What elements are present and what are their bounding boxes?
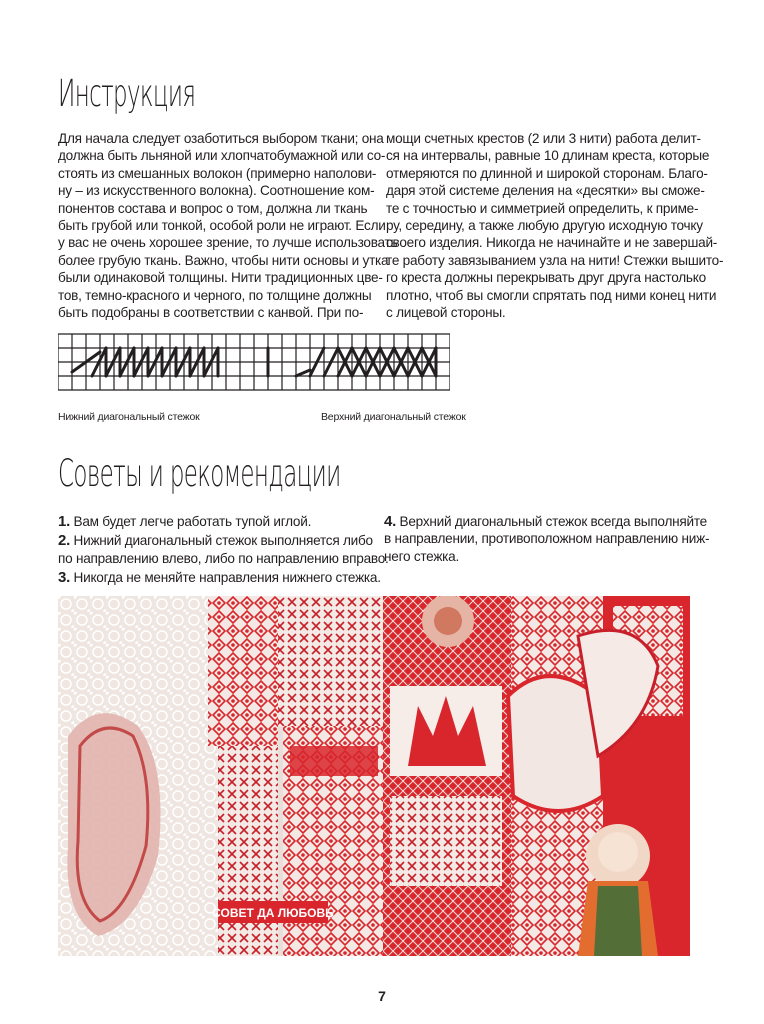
text-line: более грубую ткань. Важно, чтобы нити основы и утка: [58, 252, 389, 268]
text-line: стоять из смешанных волокон (примерно наполови-: [58, 165, 377, 181]
tip-line: [58, 550, 389, 567]
caption-bottom-stitch: Нижний диагональный стежок: [58, 411, 200, 423]
tip-line: [384, 513, 707, 530]
text-line: мощи счетных крестов (2 или 3 нити) работа делит-: [386, 131, 701, 146]
tip-line: [384, 530, 710, 547]
caption-top-stitch: Верхний диагональный стежок: [321, 411, 466, 423]
text-line: были одинаковой толщины. Нити традиционных цве-: [58, 270, 383, 286]
text-line: го креста должны перекрывать друг друга настолько: [386, 270, 706, 286]
instruction-text-right: [386, 130, 724, 321]
tip-line: [384, 548, 704, 565]
text-line: тов, темно-красного и черного, по толщине должны: [58, 287, 372, 303]
text-line: ся на интервалы, равные 10 длинам креста, которые: [386, 148, 710, 164]
tip-text: Никогда не меняйте направления нижнего стежка.: [73, 570, 381, 586]
text-line: должна быть льняной или хлопчатобумажной или со-: [58, 148, 386, 164]
tip-number: 2.: [58, 532, 71, 550]
tip-number: 3.: [58, 569, 71, 587]
embroidery-photo: [58, 596, 690, 956]
tip-item: [58, 532, 389, 567]
section-title-instruction: Инструкция: [58, 72, 196, 115]
text-line: Для начала следует озаботиться выбором ткани; она: [58, 131, 384, 146]
photo-towel-text: СОВЕТ ДА ЛЮБОВЬ: [212, 906, 334, 920]
text-line: ну – из искусственного волокна). Соотношение ком-: [58, 183, 375, 199]
tip-text: в направлении, противоположном направлению ниж-: [384, 531, 710, 547]
text-line: ру, середину, а также любую другую исходную точку: [386, 218, 703, 234]
tip-item: [58, 569, 381, 587]
stitch-mark: [296, 370, 310, 376]
text-line: отмеряются по длинной и широкой сторонам. Благо-: [386, 165, 708, 181]
page-number: 7: [378, 988, 386, 1004]
tip-text: него стежка.: [384, 548, 460, 564]
text-line: понентов состава и вопрос о том, должна ли ткань: [58, 200, 368, 216]
tip-text: Нижний диагональный стежок выполняется либо: [73, 533, 373, 549]
text-line: даря этой системе деления на «десятки» вы сможе-: [386, 183, 705, 199]
text-line: плотно, чтоб вы смогли спрятать под ними конец нити: [386, 287, 717, 303]
instruction-text-left: [58, 130, 398, 321]
tip-item: [58, 513, 378, 530]
section-title-tips: Советы и рекомендации: [58, 452, 341, 495]
tip-line: [58, 532, 378, 549]
text-line: быть подобраны в соответствии с канвой. При по-: [58, 305, 364, 321]
tip-number: 1.: [58, 513, 71, 530]
tip-text: Вам будет легче работать тупой иглой.: [73, 514, 312, 529]
text-line: быть грубой или тонкой, особой роли не играют. Если: [58, 218, 386, 234]
tip-text: Верхний диагональный стежок всегда выполняйте: [399, 514, 707, 529]
stitch-diagram: [58, 330, 450, 394]
text-line: у вас не очень хорошее зрение, то лучше использовать: [58, 235, 398, 251]
text-line: те с точностью и симметрией определить, к приме-: [386, 200, 699, 216]
tip-text: по направлению влево, либо по направлению вправо.: [58, 550, 389, 566]
tip-item: [384, 513, 710, 565]
tips-list-left: [58, 513, 389, 589]
tips-list-right: [384, 513, 710, 567]
text-line: те работу завязыванием узла на нити! Стежки вышито-: [386, 252, 724, 268]
tip-line: [58, 513, 378, 530]
text-line: с лицевой стороны.: [386, 305, 506, 321]
tip-number: 4.: [384, 513, 397, 530]
tip-line: [58, 569, 381, 587]
text-line: своего изделия. Никогда не начинайте и не завершай-: [386, 235, 718, 251]
